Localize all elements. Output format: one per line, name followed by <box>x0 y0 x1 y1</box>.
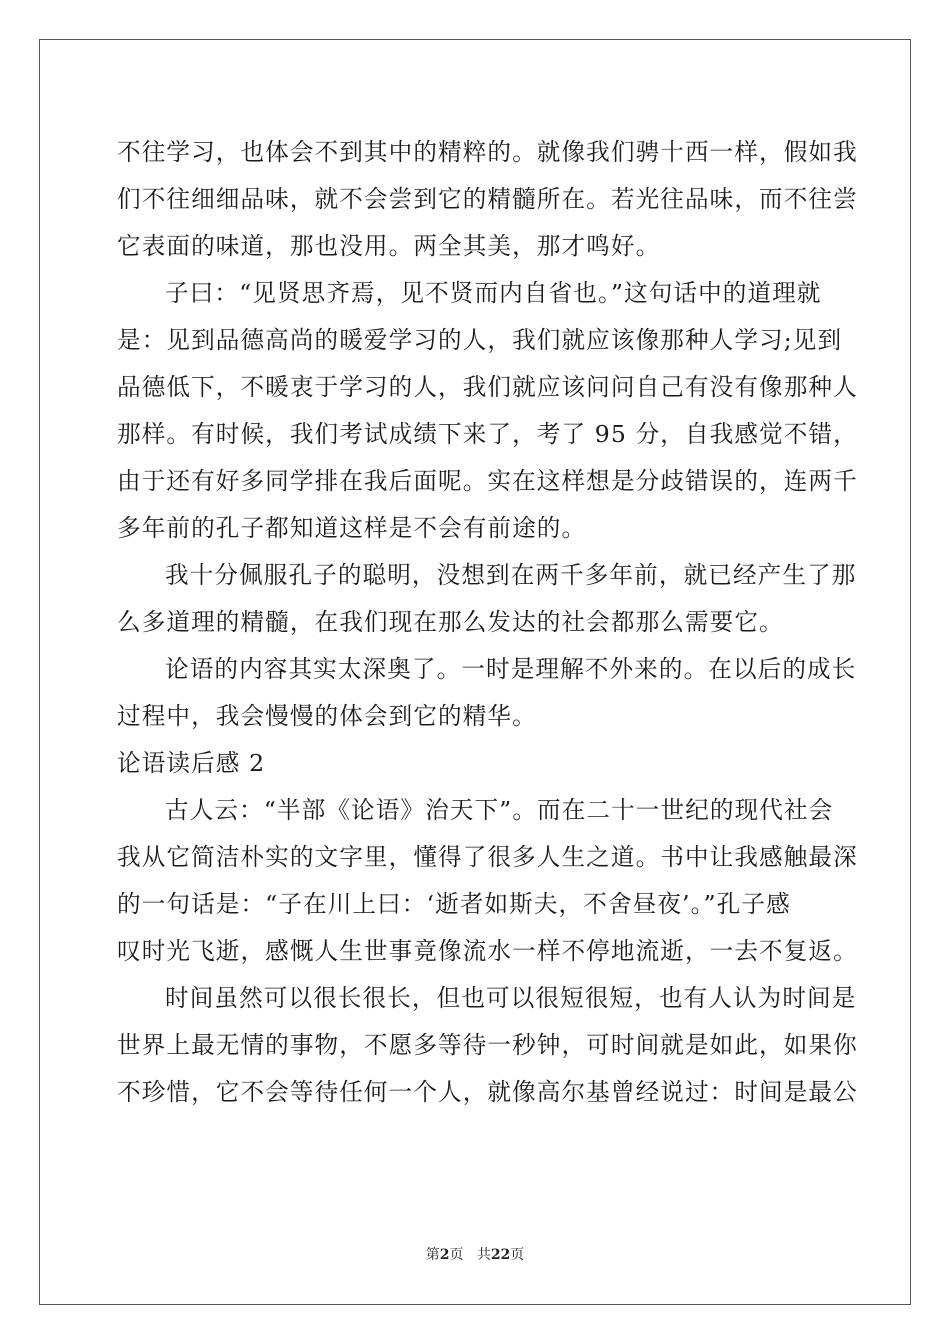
total-page-count: 22 <box>490 1247 511 1263</box>
text-line: 们不往细细品味，就不会尝到它的精髓所在。若光往品味，而不往尝 <box>117 185 858 213</box>
paragraph-start-line: 古人云：“半部《论语》治天下”。而在二十一世纪的现代社会 <box>165 796 834 824</box>
text-line: 过程中，我会慢慢的体会到它的精华。 <box>117 702 537 730</box>
section-heading: 论语读后感 2 <box>117 749 266 777</box>
paragraph-start-line: 子曰：“见贤思齐焉，见不贤而内自省也。”这句话中的道理就 <box>165 279 822 307</box>
text-line: 叹时光飞逝，感慨人生世事竟像流水一样不停地流逝，一去不复返。 <box>117 937 858 965</box>
text-line: 不往学习，也体会不到其中的精粹的。就像我们骋十西一样，假如我 <box>117 138 858 166</box>
text-line: 的一句话是：“子在川上曰：‘逝者如斯夫，不舍昼夜’。”孔子感 <box>117 890 791 918</box>
total-prefix: 共 <box>476 1247 491 1263</box>
page-footer <box>0 1244 950 1264</box>
text-line: 是：见到品德高尚的暖爱学习的人，我们就应该像那种人学习;见到 <box>117 326 843 354</box>
text-line: 品德低下，不暖衷于学习的人，我们就应该问问自己有没有像那种人 <box>117 373 858 401</box>
current-page-number: 2 <box>439 1247 450 1263</box>
text-line: 么多道理的精髓，在我们现在那么发达的社会都那么需要它。 <box>117 608 784 636</box>
text-line: 那样。有时候，我们考试成绩下来了，考了 95 分，自我感觉不错， <box>117 420 858 448</box>
text-line: 由于还有好多同学排在我后面呢。实在这样想是分歧错误的，连两千 <box>117 467 858 495</box>
text-line: 不珍惜，它不会等待任何一个人，就像高尔基曾经说过：时间是最公 <box>117 1078 858 1106</box>
total-unit: 页 <box>510 1247 525 1263</box>
page-unit: 页 <box>449 1247 464 1263</box>
paragraph-start-line: 论语的内容其实太深奥了。一时是理解不外来的。在以后的成长 <box>165 655 857 683</box>
paragraph-start-line: 时间虽然可以很长很长，但也可以很短很短，也有人认为时间是 <box>165 984 857 1012</box>
text-line: 它表面的味道，那也没用。两全其美，那才鸣好。 <box>117 232 661 260</box>
text-line: 我从它简洁朴实的文字里，懂得了很多人生之道。书中让我感触最深 <box>117 843 858 871</box>
text-line: 多年前的孔子都知道这样是不会有前途的。 <box>117 514 587 542</box>
page-prefix: 第 <box>425 1247 440 1263</box>
paragraph-start-line: 我十分佩服孔子的聪明，没想到在两千多年前，就已经产生了那 <box>165 561 857 589</box>
text-line: 世界上最无情的事物，不愿多等待一秒钟，可时间就是如此，如果你 <box>117 1031 858 1059</box>
